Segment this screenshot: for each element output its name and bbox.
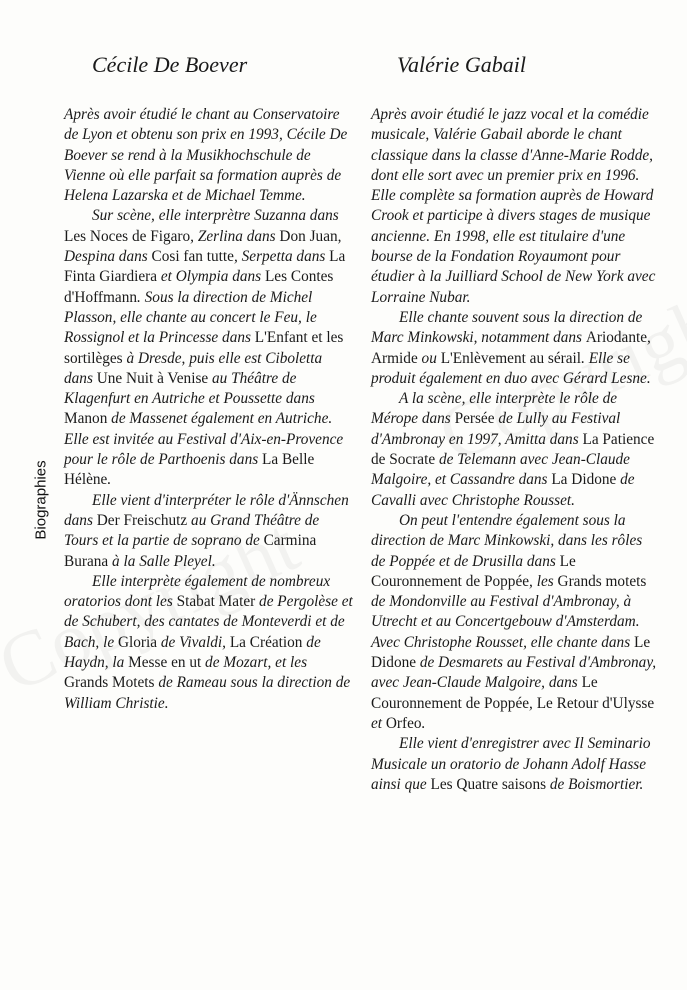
- work-title: Le Couronnement de Poppée: [371, 674, 598, 712]
- work-title: L'Enlèvement au sérail: [440, 349, 582, 367]
- bio-text: , Serpetta dans: [233, 248, 330, 266]
- work-title: Armide: [371, 349, 418, 367]
- work-title: Le Didone: [371, 633, 651, 672]
- bio-text: .: [421, 714, 426, 732]
- bio-text: de Telemann avec Jean-Claude Malgoire, et Cassandre dans: [371, 451, 630, 489]
- bio-text: Elle vient d'enregistrer avec Il Seminario Musicale un oratorio de Johann Adolf Hasse ainsi que: [371, 735, 651, 793]
- bio-text: Après avoir étudié le jazz vocal et la comédie musicale, Valérie Gabail aborde le chant classique dans la classe d'Anne-Marie Rodde, dont elle sort avec un premier prix en 1996. Elle complète sa formation auprès de Howard Crook et participe à divers stages de musique ancienne. En 1998, elle est titulaire d'une bourse de la Fondation Royaumont pour étudier à la Juilliard School de New York avec Lorraine Nubar.: [371, 106, 656, 306]
- bio-text: ,: [529, 694, 537, 712]
- bio-text: Elle chante souvent sous la direction de Marc Minkowski, notamment dans: [371, 308, 643, 347]
- work-title: Le Couronnement de Poppée: [371, 552, 576, 590]
- left-bio-paragraph: [64, 572, 354, 714]
- work-title: La Patience de Socrate: [371, 430, 655, 469]
- bio-text: Après avoir étudié le chant au Conservatoire de Lyon et obtenu son prix en 1993, Cécile De Boever se rend à la Musikhochschule de Vienne où elle parfait sa formation auprès de Helena Lazarska et de Michael Temme.: [64, 106, 348, 205]
- right-bio-paragraph: [371, 105, 660, 308]
- left-singer-name: Cécile De Boever: [92, 52, 248, 77]
- bio-text: . Sous la direction de Michel Plasson, elle chante au concert le Feu, le Rossignol et la Princesse dans: [64, 288, 317, 347]
- right-bio-paragraph: [371, 308, 660, 389]
- work-title: Grands motets: [557, 572, 647, 590]
- left-bio-paragraph: [64, 206, 354, 490]
- work-title: La Didone: [551, 471, 617, 489]
- right-singer-name: Valérie Gabail: [397, 52, 526, 77]
- work-title: La Création: [229, 633, 303, 651]
- right-biography: [371, 105, 660, 795]
- work-title: Les Noces de Figaro: [64, 227, 191, 245]
- bio-text: On peut l'entendre également sous la direction de Marc Minkowski, dans les rôles de Poppée et de Drusilla dans: [371, 511, 643, 570]
- bio-text: de Lully au Festival d'Ambronay en 1997, Amitta dans: [371, 410, 621, 448]
- right-bio-paragraph: [371, 511, 660, 734]
- work-title: Der Freischutz: [96, 511, 188, 529]
- bio-text: de Haydn, la: [64, 633, 321, 672]
- bio-text: de Vivaldi,: [157, 633, 230, 651]
- bio-text: Elle vient d'interpréter le rôle d'Ännschen dans: [64, 491, 349, 529]
- bio-text: ,: [647, 329, 651, 347]
- bio-text: ou: [417, 349, 441, 367]
- bio-text: A la scène, elle interprète le rôle de Mérope dans: [371, 390, 618, 428]
- bio-text: à la Salle Pleyel.: [108, 552, 216, 570]
- work-title: Gloria: [117, 633, 158, 651]
- right-bio-paragraph: [371, 389, 660, 511]
- bio-text: à Dresde, puis elle est Ciboletta dans: [64, 349, 323, 387]
- work-title: Don Juan: [279, 227, 338, 245]
- work-title: Manon: [64, 410, 108, 428]
- bio-text: au Théâtre de Klagenfurt en Autriche et Poussette dans: [64, 369, 315, 408]
- work-title: Carmina Burana: [64, 532, 317, 570]
- bio-text: de Mozart, et les: [201, 654, 308, 672]
- bio-text: de Mondonville au Festival d'Ambronay, à Utrecht et au Concertgebouw d'Amsterdam. Avec Christophe Rousset, elle chante dans: [371, 593, 640, 651]
- work-title: Les Quatre saisons: [430, 775, 547, 793]
- work-title: Une Nuit à Venise: [96, 369, 209, 387]
- bio-text: , Despina dans: [64, 227, 342, 266]
- bio-text: et Olympia dans: [157, 268, 265, 286]
- side-label-text: Biographies: [32, 460, 50, 540]
- bio-text: . Elle se produit également en duo avec Gérard Lesne.: [371, 349, 651, 387]
- work-title: Le Retour d'Ulysse: [536, 694, 655, 712]
- work-title: Stabat Mater: [176, 593, 256, 611]
- work-title: La Belle Hélène: [64, 451, 315, 489]
- work-title: Ariodante: [585, 329, 648, 347]
- bio-text: de Rameau sous la direction de William Christie.: [64, 674, 351, 712]
- bio-text: , Zerlina dans: [190, 227, 280, 245]
- bio-text: .: [107, 471, 112, 489]
- bio-text: au Grand Théâtre de Tours et la partie de soprano de: [64, 511, 320, 550]
- bio-text: Sur scène, elle interprètre Suzanna dans: [92, 207, 339, 225]
- right-bio-paragraph: [371, 734, 660, 795]
- bio-text: de Desmarets au Festival d'Ambronay, avec Jean-Claude Malgoire, dans: [371, 654, 657, 692]
- left-bio-paragraph: [64, 105, 354, 206]
- work-title: Orfeo: [385, 714, 422, 732]
- work-title: La Finta Giardiera: [64, 248, 346, 286]
- bio-text: de Massenet également en Autriche. Elle est invitée au Festival d'Aix-en-Provence pour le rôle de Parthoenis dans: [64, 410, 344, 469]
- bio-text: , les: [529, 572, 558, 590]
- bio-text: et: [371, 714, 386, 732]
- work-title: Cosi fan tutte: [151, 248, 234, 266]
- work-title: L'Enfant et les sortilèges: [64, 329, 344, 367]
- left-biography: [64, 105, 354, 714]
- work-title: Messe en ut: [128, 654, 202, 672]
- bio-text: de Pergolèse et de Schubert, des cantates de Monteverdi et de Bach, le: [64, 593, 353, 651]
- left-bio-paragraph: [64, 491, 354, 572]
- work-title: Persée: [454, 410, 495, 428]
- section-side-label: [31, 452, 51, 548]
- work-title: Les Contes d'Hoffmann: [64, 268, 334, 306]
- work-title: Grands Motets: [64, 674, 155, 692]
- bio-text: Elle interprète également de nombreux oratorios dont les: [64, 572, 331, 611]
- bio-text: de Boismortier.: [546, 775, 644, 793]
- bio-text: de Cavalli avec Christophe Rousset.: [371, 471, 635, 509]
